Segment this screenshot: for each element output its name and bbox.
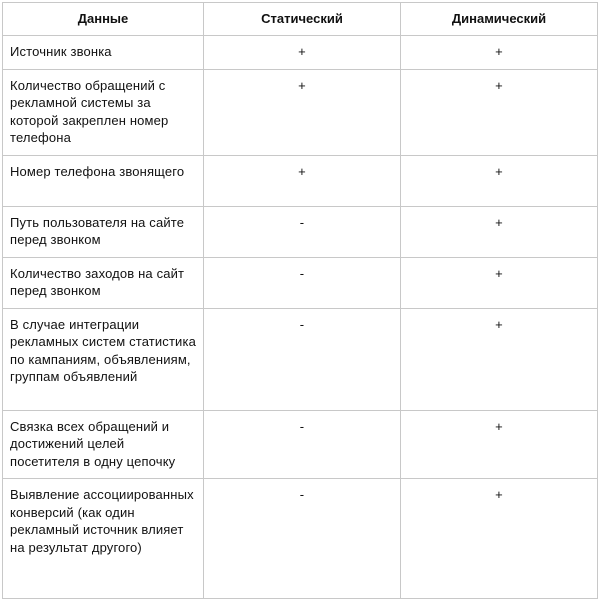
table-row — [3, 308, 598, 410]
dynamic-value: + — [401, 69, 598, 155]
header-data: Данные — [3, 3, 204, 36]
row-label: Выявление ассоциированных конверсий (как один рекламный источник влияет на результат другого) — [3, 479, 204, 599]
row-label: Количество обращений с рекламной системы за которой закреплен номер телефона — [3, 69, 204, 155]
dynamic-value: + — [401, 206, 598, 257]
dynamic-value: + — [401, 36, 598, 70]
dynamic-value: + — [401, 257, 598, 308]
row-label: Путь пользователя на сайте перед звонком — [3, 206, 204, 257]
table-row — [3, 36, 598, 70]
table-row — [3, 410, 598, 479]
header-static: Статический — [204, 3, 401, 36]
table-row — [3, 155, 598, 206]
static-value: - — [204, 479, 401, 599]
table-row — [3, 206, 598, 257]
dynamic-value: + — [401, 410, 598, 479]
row-label: Связка всех обращений и достижений целей посетителя в одну цепочку — [3, 410, 204, 479]
row-label: Номер телефона звонящего — [3, 155, 204, 206]
static-value: + — [204, 69, 401, 155]
dynamic-value: + — [401, 155, 598, 206]
row-label: Количество заходов на сайт перед звонком — [3, 257, 204, 308]
comparison-table-container — [2, 2, 597, 599]
row-label: Источник звонка — [3, 36, 204, 70]
table-row — [3, 479, 598, 599]
dynamic-value: + — [401, 479, 598, 599]
dynamic-value: + — [401, 308, 598, 410]
table-header — [3, 3, 598, 36]
table-row — [3, 69, 598, 155]
header-dynamic: Динамический — [401, 3, 598, 36]
static-value: + — [204, 36, 401, 70]
static-value: - — [204, 308, 401, 410]
static-value: - — [204, 410, 401, 479]
comparison-table — [2, 2, 598, 599]
table-body — [3, 36, 598, 599]
static-value: + — [204, 155, 401, 206]
static-value: - — [204, 257, 401, 308]
static-value: - — [204, 206, 401, 257]
header-row — [3, 3, 598, 36]
table-row — [3, 257, 598, 308]
row-label: В случае интеграции рекламных систем статистика по кампаниям, объявлениям, группам объявлений — [3, 308, 204, 410]
